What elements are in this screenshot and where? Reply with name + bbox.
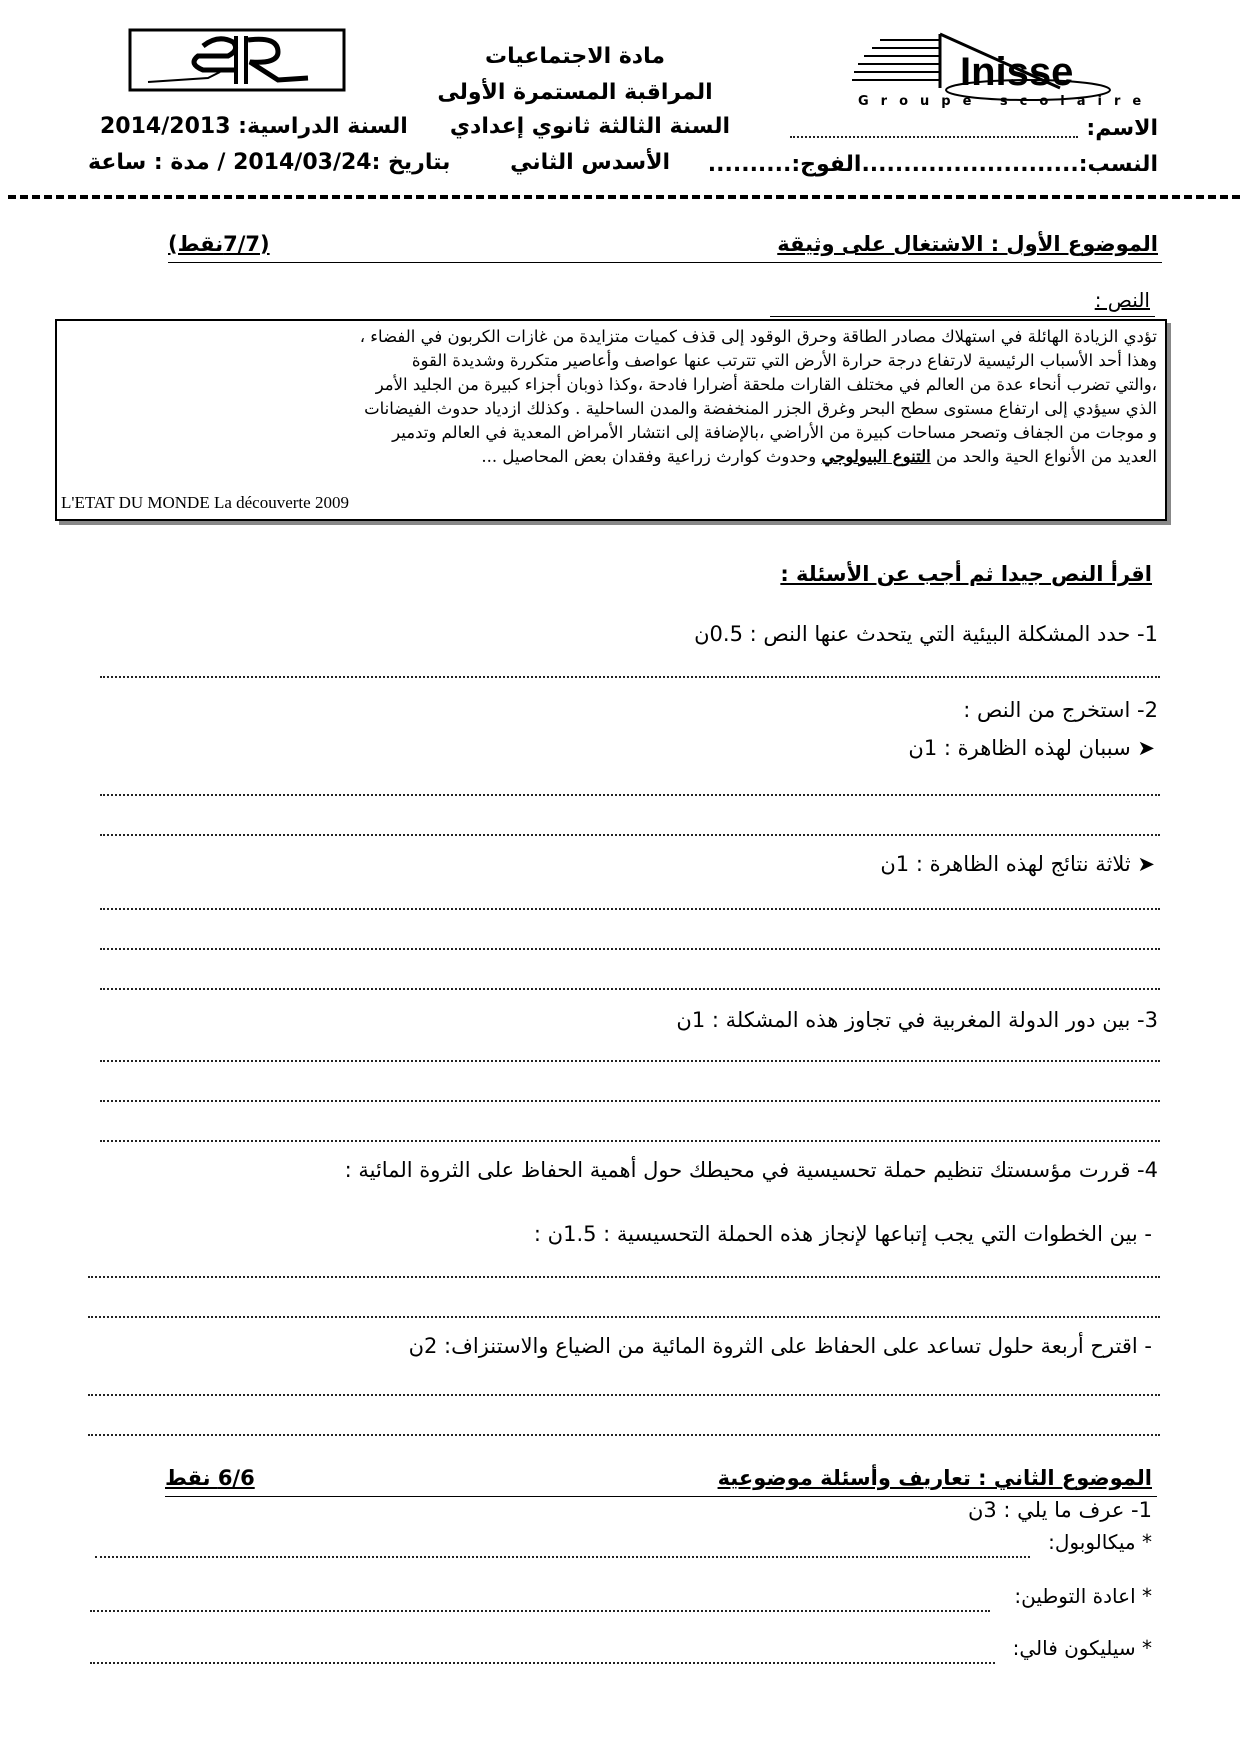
answer-line [100,834,1160,836]
question-2: 2- استخرج من النص : [963,698,1158,722]
answer-line [100,1140,1160,1142]
instruction: اقرأ النص جيدا ثم أجب عن الأسئلة : [780,562,1152,586]
logo-tagline: Groupe scolaire [858,94,1154,109]
header-separator [8,195,1240,199]
document-line: و موجات من الجفاف وتصحر مساحات كبيرة من الأراضي ،بالإضافة إلى انتشار الأمراض المعدية في العالم وتدمير [392,423,1157,442]
question-1: 1- حدد المشكلة البيئية التي يتحدث عنها النص : 0.5ن [694,622,1158,646]
school-year: السنة الدراسية: 2014/2013 [100,114,408,139]
answer-line [95,1556,1030,1558]
question-3: 3- بين دور الدولة المغربية في تجاوز هذه المشكلة : 1ن [676,1008,1158,1032]
document-line-start: العديد من الأنواع الحية والحد من [930,447,1157,466]
part2-question-1: 1- عرف ما يلي : 3ن [967,1498,1152,1522]
question-4: 4- قررت مؤسستك تنظيم حملة تحسيسية في محيطك حول أهمية الحفاظ على الثروة المائية : [344,1158,1158,1182]
school-logo-left [128,28,346,92]
answer-line [88,1394,1160,1396]
level-label: السنة الثالثة ثانوي إعدادي [449,114,730,139]
part2-title-line [165,1496,1157,1497]
exam-title: المراقبة المستمرة الأولى [437,80,713,105]
text-label: النص : [1094,288,1150,312]
surname-group-label: النسب:..........................الفوج:.......... [707,152,1158,177]
answer-line [100,1060,1160,1062]
document-line: الذي سيؤدي إلى ارتفاع مستوى سطح البحر وغرق الجزر المنخفضة والمدن الساحلية . وكذلك ازدياد حدوث الفيضانات [364,399,1157,418]
answer-line [100,676,1160,678]
logo-name: Inisse [960,50,1074,94]
part1-points: (7/7نقط) [168,232,270,256]
arrow-bullet-icon: ➤ [1137,852,1155,876]
part1-title-line [168,262,1162,263]
part2-points: 6/6 نقط [165,1466,255,1490]
document-line: تؤدي الزيادة الهائلة في استهلاك مصادر الطاقة وحرق الوقود إلى قذف كميات متزايدة من غازات الكربون في الفضاء ، [359,327,1157,346]
question-4b: - اقترح أربعة حلول تساعد على الحفاظ على الثروة المائية من الضياع والاستنزاف: 2ن [408,1334,1152,1358]
answer-line [88,1434,1160,1436]
term-2: * اعادة التوطين: [1014,1584,1152,1608]
part2-title: الموضوع الثاني : تعاريف وأسئلة موضوعية [717,1466,1152,1490]
name-label: الاسم: [1086,116,1158,141]
emphasized-term: التنوع البيولوجي [821,447,931,466]
part1-title: الموضوع الأول : الاشتغال على وثيقة [777,232,1158,256]
term-1: * ميكالوبول: [1048,1530,1152,1554]
term-3: * سيليكون فالي: [1012,1636,1152,1660]
document-line: ،والتي تضرب أنحاء عدة من العالم في مختلف القارات ملحقة أضرارا فادحة ،وكذا ذوبان أجزاء كبيرة من الجليد الأمر [375,375,1157,394]
text-label-line [770,316,1155,317]
answer-line [100,908,1160,910]
date-duration: بتاريخ :2014/03/24 / مدة : ساعة [88,150,451,175]
document-line: وهذا أحد الأسباب الرئيسية لارتفاع درجة حرارة الأرض التي تترتب عنها عواصف وأعاصير متكررة وشديدة القوة [411,351,1157,370]
subject-title: مادة الاجتماعيات [485,44,665,69]
arrow-bullet-icon: ➤ [1137,736,1155,760]
question-2b [880,852,1155,876]
answer-line [100,988,1160,990]
answer-line [90,1610,990,1612]
document-box [55,319,1167,521]
answer-line [88,1316,1160,1318]
question-4a: - بين الخطوات التي يجب إتباعها لإنجاز هذه الحملة التحسيسية : 1.5ن : [533,1222,1152,1246]
answer-line [90,1662,995,1664]
document-text [65,325,1157,469]
document-source: L'ETAT DU MONDE La découverte 2009 [61,493,349,512]
document-line-end: وحدوث كوارث زراعية وفقدان بعض المحاصيل ... [481,447,822,466]
question-2b-text: ثلاثة نتائج لهذه الظاهرة : 1ن [880,852,1131,876]
answer-line [100,1100,1160,1102]
answer-line [88,1276,1160,1278]
answer-line [100,948,1160,950]
document-line-last [65,445,1157,469]
semester-label: الأسدس الثاني [510,150,670,175]
question-2a [908,736,1155,760]
question-2a-text: سببان لهذه الظاهرة : 1ن [908,736,1131,760]
name-dots [790,136,1078,138]
answer-line [100,794,1160,796]
